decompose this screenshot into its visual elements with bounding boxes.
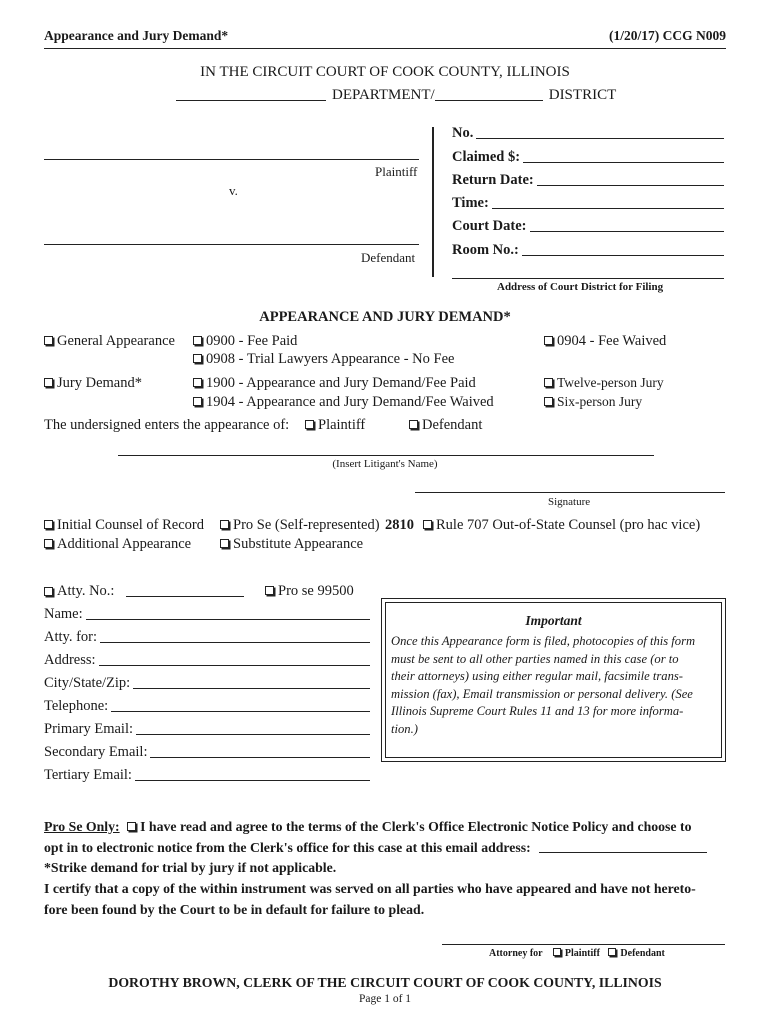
checkbox-icon[interactable]	[608, 948, 616, 956]
primary-email-field[interactable]	[136, 734, 370, 735]
secondary-email-row[interactable]	[44, 744, 370, 761]
atty-no-row[interactable]	[44, 583, 244, 600]
atty-for-field[interactable]	[100, 642, 370, 643]
court-date-label: Court Date:	[452, 218, 527, 234]
court-address-label: Address of Court District for Filing	[497, 281, 664, 293]
atty-for-label: Atty. for:	[44, 629, 98, 645]
important-box-outer	[381, 598, 726, 762]
litigant-caption: (Insert Litigant's Name)	[332, 458, 438, 470]
pro-se-option[interactable]	[220, 517, 380, 534]
checkbox-icon[interactable]	[220, 539, 229, 548]
checkbox-icon[interactable]	[193, 378, 202, 387]
telephone-row[interactable]	[44, 698, 370, 715]
checkbox-icon[interactable]	[193, 397, 202, 406]
undersigned-text: The undersigned enters the appearance of:	[44, 417, 290, 433]
court-title: IN THE CIRCUIT COURT OF COOK COUNTY, ILLINOIS	[200, 64, 570, 80]
versus-label: v.	[229, 183, 238, 198]
fee-1904-label: 1904 - Appearance and Jury Demand/Fee Waived	[206, 394, 494, 410]
undersigned-plaintiff-option[interactable]	[305, 417, 365, 434]
return-date-row[interactable]	[452, 172, 724, 189]
rule-707-option[interactable]	[423, 517, 700, 534]
attorney-for-row	[489, 948, 665, 959]
substitute-appearance-label: Substitute Appearance	[233, 536, 364, 552]
checkbox-icon[interactable]	[193, 354, 202, 363]
additional-appearance-option[interactable]	[44, 536, 191, 553]
initial-counsel-option[interactable]	[44, 517, 204, 534]
signature-field[interactable]	[415, 492, 725, 493]
room-row[interactable]	[452, 242, 724, 259]
jury-demand-option[interactable]	[44, 375, 142, 392]
checkbox-icon[interactable]	[220, 520, 229, 529]
six-person-label: Six-person Jury	[557, 394, 643, 409]
city-field[interactable]	[133, 688, 370, 689]
attorney-for-plaintiff: Plaintiff	[564, 948, 600, 959]
plaintiff-label: Plaintiff	[375, 164, 418, 179]
court-date-field[interactable]	[530, 231, 725, 232]
time-row[interactable]	[452, 195, 724, 212]
fee-0900-label: 0900 - Fee Paid	[206, 333, 298, 349]
tertiary-email-row[interactable]	[44, 767, 370, 784]
claimed-row[interactable]	[452, 149, 724, 166]
secondary-email-label: Secondary Email:	[44, 744, 148, 760]
additional-appearance-label: Additional Appearance	[57, 536, 192, 552]
fee-0900-option[interactable]	[193, 333, 297, 350]
certify-line1: I certify that a copy of the within instrument was served on all parties who have appeared and have not hereto-	[44, 881, 696, 896]
address-field[interactable]	[99, 665, 370, 666]
checkbox-icon[interactable]	[305, 420, 314, 429]
plaintiff-field[interactable]	[44, 159, 419, 160]
important-line: Once this Appearance form is filed, photocopies of this form	[391, 634, 696, 648]
checkbox-icon[interactable]	[193, 336, 202, 345]
twelve-person-option[interactable]	[544, 375, 664, 391]
room-label: Room No.:	[452, 242, 519, 258]
pro-se-notice-line1	[44, 819, 691, 835]
fee-0904-option[interactable]	[544, 333, 666, 350]
jury-demand-label: Jury Demand*	[57, 375, 142, 391]
fee-1900-label: 1900 - Appearance and Jury Demand/Fee Paid	[206, 375, 476, 391]
pro-se-99500-label: Pro se 99500	[278, 583, 354, 599]
pro-se-label: Pro Se (Self-represented)	[233, 517, 380, 533]
court-date-row[interactable]	[452, 218, 724, 235]
checkbox-icon[interactable]	[44, 378, 53, 387]
strike-note: *Strike demand for trial by jury if not applicable.	[44, 860, 337, 875]
fee-0908-option[interactable]	[193, 351, 454, 368]
rule-707-label: Rule 707 Out-of-State Counsel (pro hac vice)	[436, 517, 701, 533]
section-title: APPEARANCE AND JURY DEMAND*	[259, 309, 511, 325]
checkbox-icon[interactable]	[44, 520, 53, 529]
important-line: their attorneys) using either regular mail, facsimile trans-	[391, 669, 683, 683]
important-line: Illinois Supreme Court Rules 11 and 13 for more informa-	[391, 704, 684, 718]
caption-divider	[432, 127, 434, 277]
room-field[interactable]	[522, 255, 724, 256]
atty-no-label: Atty. No.:	[57, 583, 115, 599]
time-field[interactable]	[492, 208, 724, 209]
attorney-for-label: Attorney for	[489, 948, 543, 959]
important-line: mission (fax), Email transmission or personal delivery. (See	[391, 686, 693, 701]
important-text	[386, 629, 721, 738]
district-field[interactable]	[435, 100, 543, 101]
pro-se-notice-line2	[44, 840, 707, 856]
tertiary-email-field[interactable]	[135, 780, 370, 781]
undersigned-defendant-label: Defendant	[422, 417, 483, 433]
fee-0908-label: 0908 - Trial Lawyers Appearance - No Fee	[206, 351, 455, 367]
pro-se-notice-text1: I have read and agree to the terms of the Clerk's Office Electronic Notice Policy and choose to	[140, 819, 692, 834]
header-rule	[44, 48, 726, 49]
checkbox-icon[interactable]	[544, 378, 553, 387]
case-number-field[interactable]	[476, 138, 724, 139]
form-name: Appearance and Jury Demand*	[44, 28, 229, 43]
department-label: DEPARTMENT/	[332, 87, 435, 103]
city-row[interactable]	[44, 675, 370, 692]
initial-counsel-label: Initial Counsel of Record	[57, 517, 204, 533]
primary-email-row[interactable]	[44, 721, 370, 738]
address-row[interactable]	[44, 652, 370, 669]
secondary-email-field[interactable]	[150, 757, 370, 758]
important-title: Important	[525, 613, 582, 628]
substitute-appearance-option[interactable]	[220, 536, 363, 553]
atty-no-field[interactable]	[126, 596, 244, 597]
checkbox-icon[interactable]	[544, 397, 553, 406]
form-code: (1/20/17) CCG N009	[609, 28, 726, 43]
case-number-label: No.	[452, 125, 474, 141]
code-2810: 2810	[385, 517, 414, 533]
time-label: Time:	[452, 195, 489, 211]
checkbox-icon[interactable]	[127, 822, 136, 831]
checkbox-icon[interactable]	[44, 587, 53, 596]
checkbox-icon[interactable]	[553, 948, 561, 956]
pro-se-notice-text2: opt in to electronic notice from the Clerk's office for this case at this email address:	[44, 840, 531, 855]
claimed-field[interactable]	[523, 162, 724, 163]
fee-0904-label: 0904 - Fee Waived	[557, 333, 667, 349]
checkbox-icon[interactable]	[409, 420, 418, 429]
pro-se-99500-option[interactable]	[265, 583, 354, 600]
name-field[interactable]	[86, 619, 370, 620]
important-box-inner	[385, 602, 722, 758]
name-label: Name:	[44, 606, 83, 622]
fee-1900-option[interactable]	[193, 375, 476, 392]
checkbox-icon[interactable]	[44, 539, 53, 548]
important-line: must be sent to all other parties named in this case (or to	[391, 651, 679, 666]
attorney-signature-field[interactable]	[442, 944, 725, 945]
certify-line2: fore been found by the Court to be in default for failure to plead.	[44, 902, 425, 917]
fee-1904-option[interactable]	[193, 394, 494, 411]
department-district-line	[176, 87, 616, 104]
checkbox-icon[interactable]	[44, 336, 53, 345]
twelve-person-label: Twelve-person Jury	[557, 375, 664, 390]
address-label: Address:	[44, 652, 96, 668]
city-label: City/State/Zip:	[44, 675, 131, 691]
pro-se-only-label: Pro Se Only:	[44, 819, 120, 834]
case-number-row[interactable]	[452, 125, 724, 142]
name-row[interactable]	[44, 606, 370, 623]
primary-email-label: Primary Email:	[44, 721, 133, 737]
atty-for-row[interactable]	[44, 629, 370, 646]
tertiary-email-label: Tertiary Email:	[44, 767, 132, 783]
return-date-field[interactable]	[537, 185, 724, 186]
page-number: Page 1 of 1	[358, 993, 412, 1005]
undersigned-defendant-option[interactable]	[409, 417, 482, 434]
important-line: tion.)	[391, 721, 418, 736]
checkbox-icon[interactable]	[265, 586, 274, 595]
telephone-field[interactable]	[111, 711, 370, 712]
checkbox-icon[interactable]	[544, 336, 553, 345]
return-date-label: Return Date:	[452, 172, 534, 188]
claimed-label: Claimed $:	[452, 149, 521, 165]
clerk-footer: DOROTHY BROWN, CLERK OF THE CIRCUIT COURT OF COOK COUNTY, ILLINOIS	[108, 975, 662, 990]
pro-se-email-field[interactable]	[539, 852, 707, 853]
six-person-option[interactable]	[544, 394, 642, 410]
district-label: DISTRICT	[548, 87, 617, 103]
telephone-label: Telephone:	[44, 698, 109, 714]
signature-caption: Signature	[548, 496, 591, 508]
defendant-label: Defendant	[361, 250, 416, 265]
general-appearance-label: General Appearance	[57, 333, 175, 349]
undersigned-plaintiff-label: Plaintiff	[318, 417, 366, 433]
court-address-field[interactable]	[452, 278, 724, 279]
checkbox-icon[interactable]	[423, 520, 432, 529]
litigant-name-field[interactable]	[118, 455, 654, 456]
general-appearance-option[interactable]	[44, 333, 175, 350]
attorney-for-defendant: Defendant	[620, 948, 665, 959]
defendant-field[interactable]	[44, 244, 419, 245]
department-field[interactable]	[176, 100, 326, 101]
